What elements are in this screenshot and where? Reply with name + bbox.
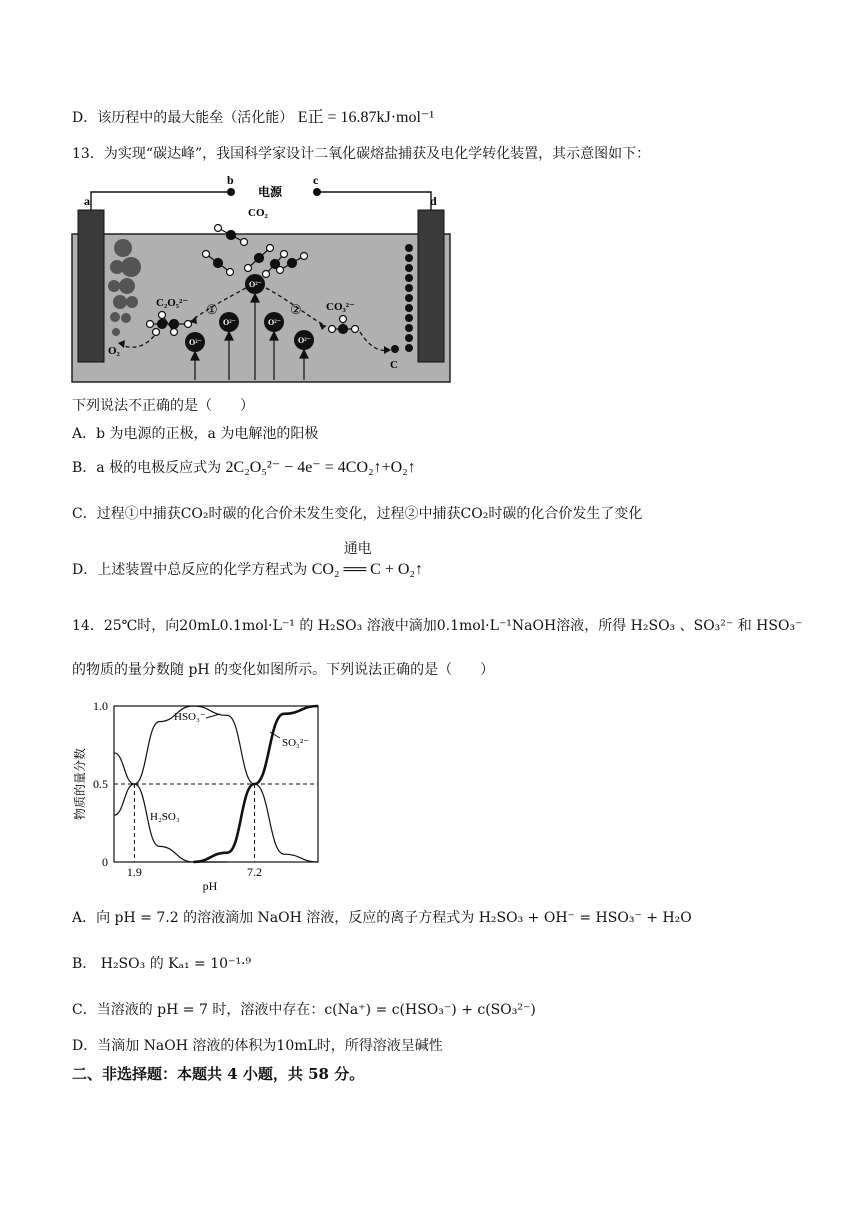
oxide-label-5: O²⁻ [298,336,311,345]
oxide-label-1: O²⁻ [249,280,262,289]
mole-fraction-chart [70,692,330,894]
o2-label: O₂ [108,345,120,357]
carbon-deposit [405,244,413,352]
q13d-formula: CO₂ ══ C + O₂↑ [311,561,423,578]
q12-option-d [72,108,434,128]
y-tick-label-0: 0 [102,855,108,869]
step2-label: ② [290,302,302,317]
series-label-2: SO₃²⁻ [282,737,310,749]
q14-stem-line2: 的物质的量分数随 pH 的变化如图所示。下列说法正确的是（ ） [72,662,495,678]
power-label: 电源 [258,185,283,199]
q12d-text: D．该历程中的最大能垒（活化能） [72,110,294,126]
series-label-leader-1 [206,714,220,718]
q13d-condition: 通电 [343,542,372,557]
q13-ask: 下列说法不正确的是（ ） [72,398,254,414]
label-c: c [313,173,319,187]
q13d-formula-wrap [311,542,423,580]
x-axis-label: pH [202,879,218,893]
oxide-label-2: O²⁻ [223,318,236,327]
section-2-heading: 二、非选择题：本题共 4 小题，共 58 分。 [72,1065,365,1083]
x-tick-label-0: 1.9 [126,865,142,879]
co2-label: CO₂ [248,207,268,219]
series-label-0: H₂SO₃ [150,811,180,823]
q14-option-d: D．当滴加 NaOH 溶液的体积为10mL时，所得溶液呈碱性 [72,1038,443,1054]
label-a: a [84,194,90,208]
q14-option-c: C．当溶液的 pH = 7 时，溶液中存在：c(Na⁺) = c(HSO₃⁻) + c(SO₃²⁻) [72,1002,536,1018]
q13-option-a: A．b 为电源的正极，a 为电解池的阳极 [72,426,319,442]
oxide-label-4: O²⁻ [189,338,202,347]
q14-option-b: B． H₂SO₃ 的 Kₐ₁ = 10⁻¹·⁹ [72,956,252,972]
co3-label: CO₃²⁻ [326,301,355,313]
q13-option-d [72,542,423,580]
series-line-0 [114,753,227,862]
q14-option-a: A．向 pH = 7.2 的溶液滴加 NaOH 溶液，反应的离子方程式为 H₂SO₃ + OH⁻ = HSO₃⁻ + H₂O [72,910,692,926]
y-tick-label-1: 0.5 [93,777,108,791]
q14-stem-line1: 14．25℃时，向20mL0.1mol·L⁻¹ 的 H₂SO₃ 溶液中滴加0.1mol·L⁻¹NaOH溶液，所得 H₂SO₃ 、SO₃²⁻ 和 HSO₃⁻ [72,618,803,634]
carbon-label: C [390,359,398,371]
q13b-formula: 2C₂O₅²⁻ − 4e⁻ = 4CO₂↑+O₂↑ [225,459,416,476]
electrolysis-diagram [70,172,454,386]
q12d-formula: E正 = 16.87kJ·mol⁻¹ [297,109,435,126]
q13-option-c: C．过程①中捕获CO₂时碳的化合价未发生变化，过程②中捕获CO₂时碳的化合价发生了变化 [72,506,643,522]
label-d: d [430,194,437,208]
y-tick-label-2: 1.0 [93,699,108,713]
step1-label: ① [206,302,218,317]
series-label-1: HSO₃⁻ [174,711,206,723]
q13b-text: B．a 极的电极反应式为 [72,460,222,476]
q13-stem: 13．为实现“碳达峰”，我国科学家设计二氧化碳熔盐捕获及电化学转化装置，其示意图如下： [72,146,651,162]
oxide-label-3: O²⁻ [268,318,281,327]
label-b: b [227,173,234,187]
q13d-text: D．上述装置中总反应的化学方程式为 [72,562,308,578]
y-axis-label: 物质的量分数 [73,747,87,821]
x-tick-label-1: 7.2 [247,865,263,879]
q13-option-b [72,458,416,478]
c2o5-label: C₂O₅²⁻ [156,297,189,309]
